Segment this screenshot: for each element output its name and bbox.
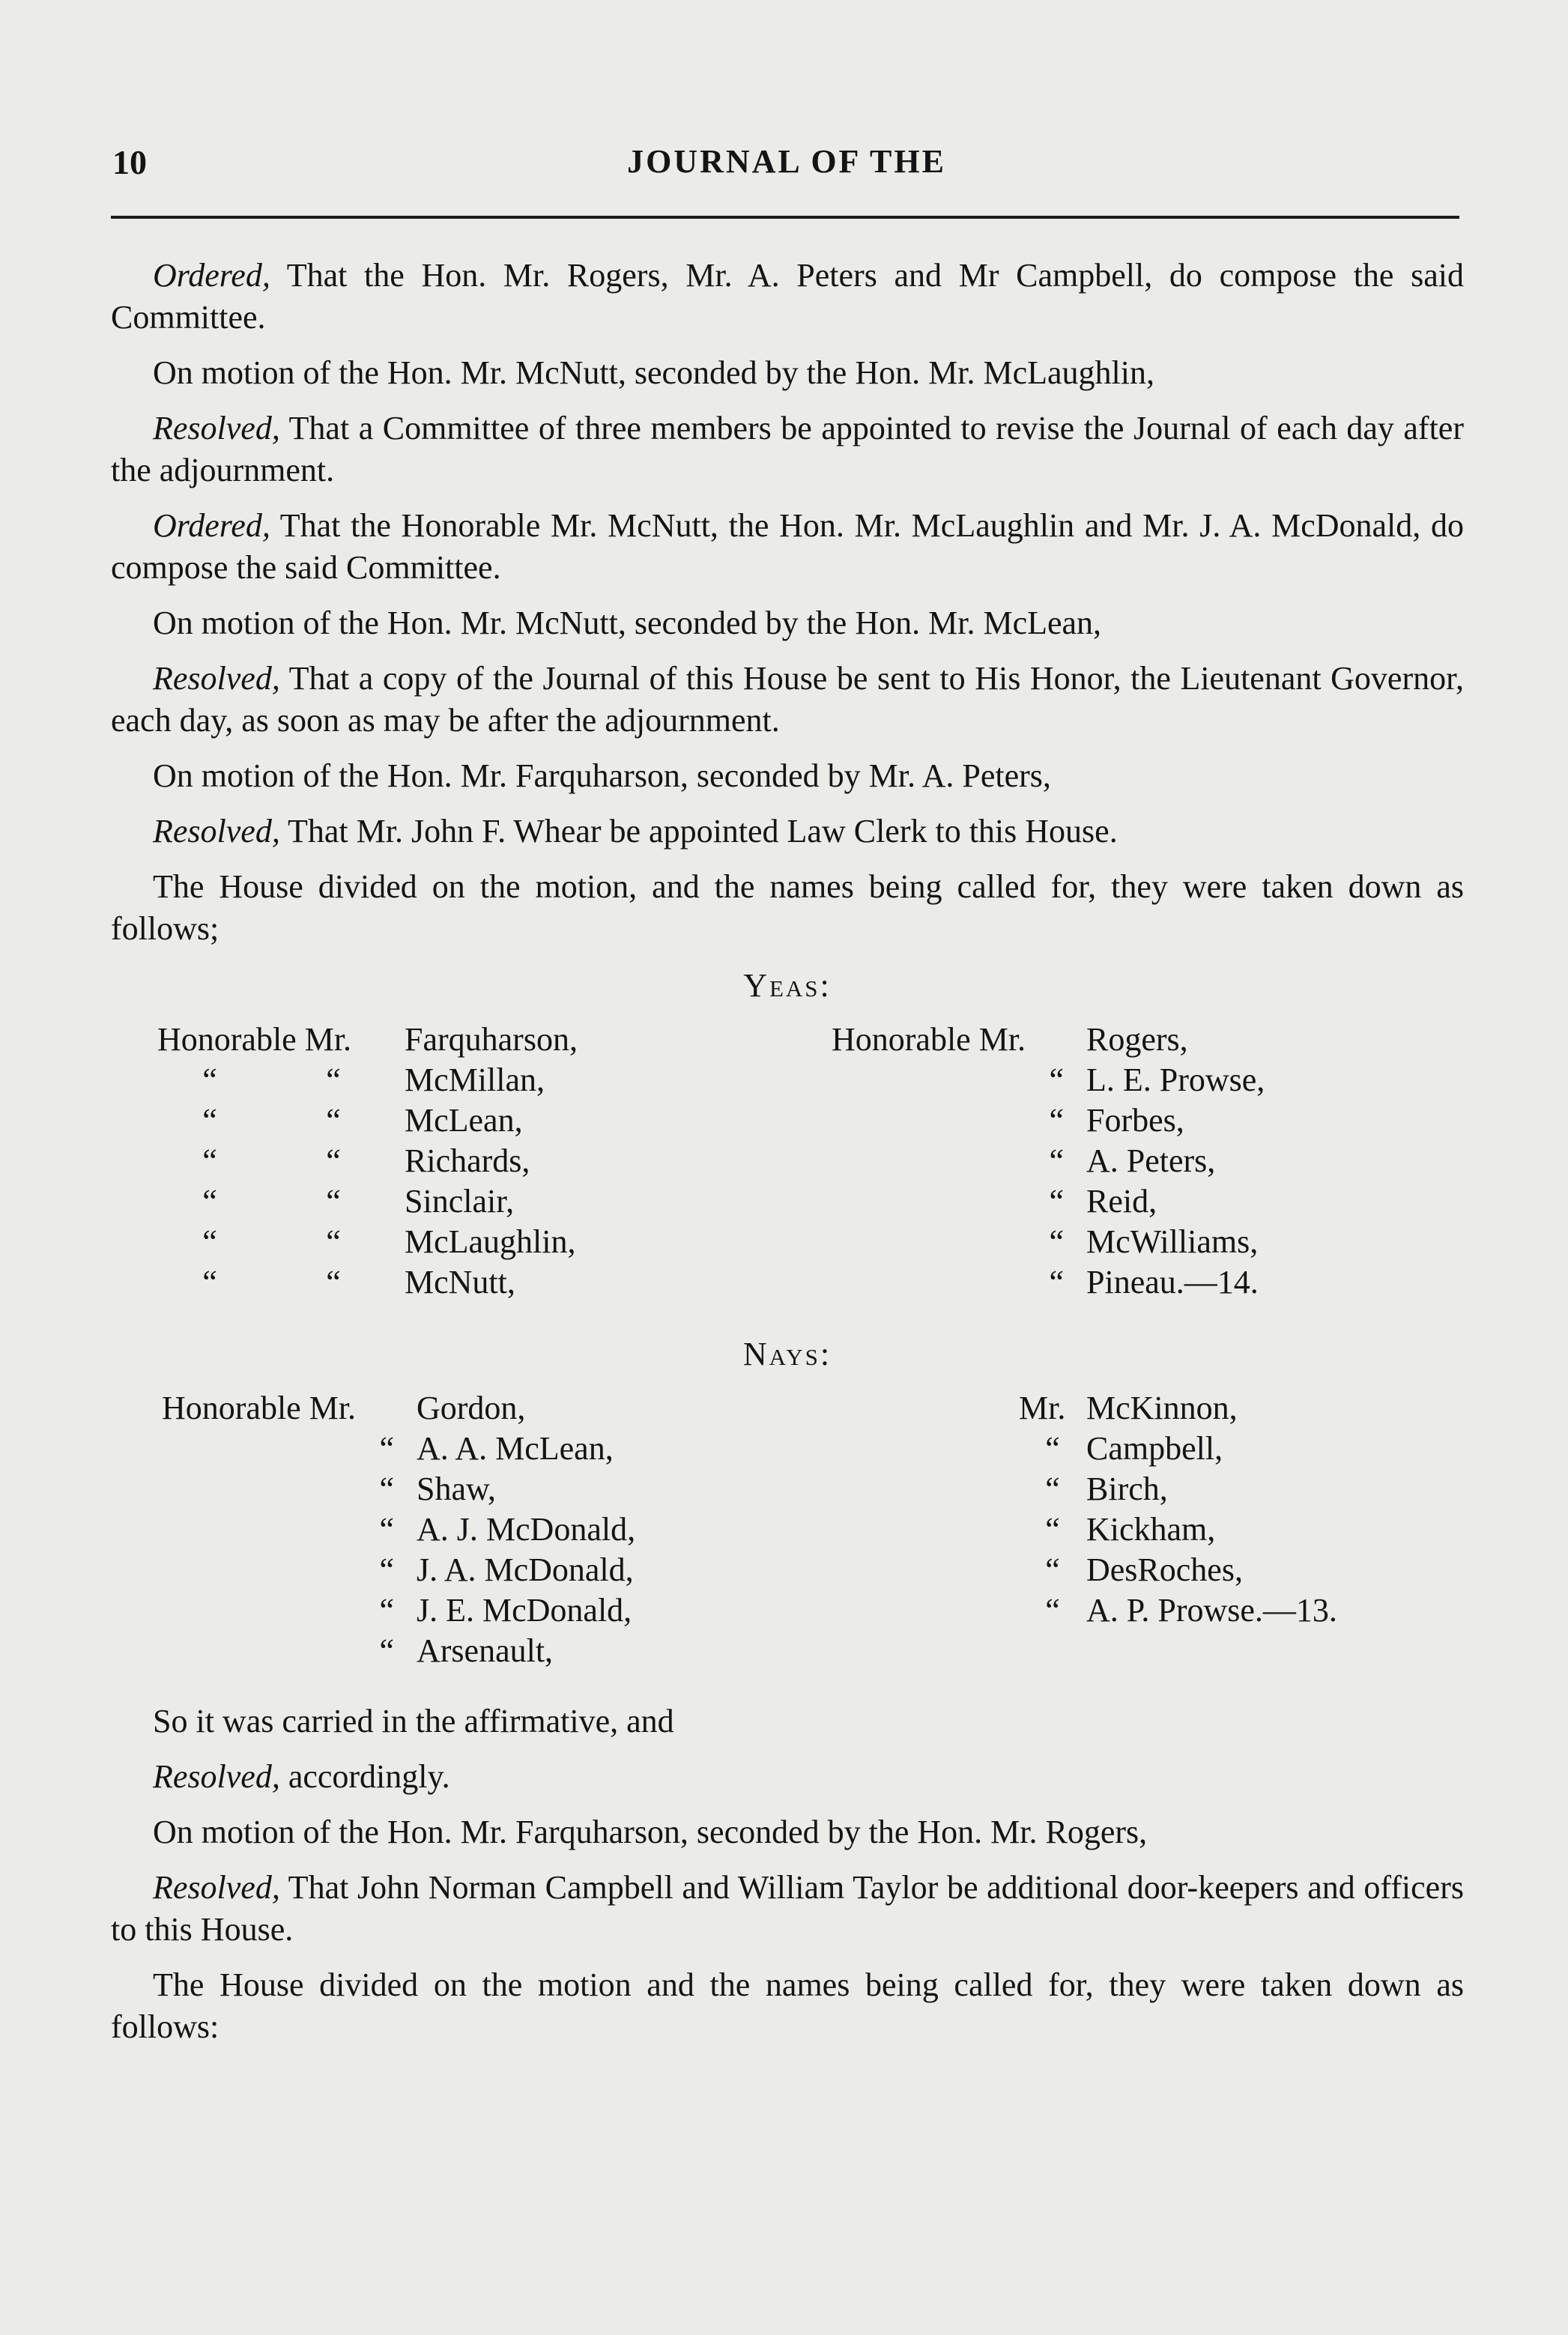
member-prefix: “ — [202, 1142, 217, 1179]
member-name: Forbes, — [1086, 1102, 1184, 1139]
member-row — [1019, 1468, 1337, 1509]
member-prefix: “ — [1045, 1471, 1060, 1507]
member-prefix: “ — [1045, 1430, 1060, 1467]
paragraph — [111, 1964, 1464, 2048]
member-row — [157, 1100, 578, 1140]
paragraph-text: That a copy of the Journal of this House be sent to His Honor, the Lieutenant Governor, each day, as soon as may be after the adjournment. — [111, 660, 1464, 739]
member-prefix: “ — [202, 1264, 217, 1300]
paragraph-lead: Resolved, — [153, 410, 280, 446]
member-prefix: “ — [379, 1551, 394, 1588]
member-row — [162, 1630, 635, 1671]
member-row — [162, 1509, 635, 1549]
paragraph-text: That John Norman Campbell and William Taylor be additional door-keepers and officers to this House. — [111, 1869, 1464, 1948]
member-prefix: “ — [1049, 1183, 1064, 1220]
paragraph-text: That the Hon. Mr. Rogers, Mr. A. Peters and Mr Campbell, do compose the said Committee. — [111, 257, 1464, 336]
member-name: Farquharson, — [405, 1021, 578, 1058]
member-row — [157, 1019, 578, 1059]
member-name: McLaughlin, — [405, 1223, 576, 1260]
member-row — [162, 1468, 635, 1509]
member-row — [162, 1590, 635, 1630]
member-name: McKinnon, — [1086, 1390, 1238, 1426]
header-rule — [111, 216, 1459, 219]
member-row — [157, 1140, 578, 1181]
yeas-right-column — [832, 1019, 1265, 1302]
member-name: A. Peters, — [1086, 1142, 1216, 1179]
member-name: A. P. Prowse.—13. — [1086, 1592, 1337, 1629]
member-row — [1019, 1387, 1337, 1428]
member-row — [1019, 1549, 1337, 1590]
member-prefix: “ — [202, 1102, 217, 1139]
paragraph-text: On motion of the Hon. Mr. McNutt, seconded by the Hon. Mr. McLaughlin, — [153, 354, 1154, 391]
member-name: McLean, — [405, 1102, 523, 1139]
member-name: Shaw, — [417, 1471, 496, 1507]
member-row — [832, 1140, 1265, 1181]
member-name: Pineau.—14. — [1086, 1264, 1259, 1300]
member-row — [162, 1549, 635, 1590]
member-name: Kickham, — [1086, 1511, 1216, 1548]
paragraph-text: The House divided on the motion and the names being called for, they were taken down as follows: — [111, 1966, 1464, 2045]
member-row — [1019, 1428, 1337, 1468]
paragraph — [111, 1867, 1464, 1951]
member-prefix: “ — [1045, 1511, 1060, 1548]
member-prefix: “ — [1049, 1223, 1064, 1260]
paragraph-lead: Ordered, — [153, 257, 270, 294]
paragraph-lead: Ordered, — [153, 507, 270, 544]
member-name: Gordon, — [417, 1390, 526, 1426]
ditto-mark: “ — [326, 1142, 341, 1179]
member-prefix: “ — [1049, 1102, 1064, 1139]
member-row — [162, 1387, 635, 1428]
paragraph-text: The House divided on the motion, and the names being called for, they were taken down as follows; — [111, 868, 1464, 947]
ditto-mark: “ — [326, 1183, 341, 1220]
paragraph-lead: Resolved, — [153, 1758, 280, 1795]
paragraph — [111, 866, 1464, 950]
member-name: Reid, — [1086, 1183, 1157, 1220]
paragraph-text: accordingly. — [279, 1758, 450, 1795]
member-prefix: “ — [1045, 1551, 1060, 1588]
yeas-left-column — [157, 1019, 578, 1302]
member-prefix: Mr. — [1019, 1390, 1066, 1426]
paragraph — [111, 1756, 1464, 1798]
member-name: A. J. McDonald, — [417, 1511, 636, 1548]
member-row — [157, 1262, 578, 1302]
member-row — [1019, 1590, 1337, 1630]
member-prefix: “ — [202, 1061, 217, 1098]
paragraph-lead: Resolved, — [153, 1869, 280, 1906]
member-name: J. E. McDonald, — [417, 1592, 632, 1629]
paragraph-text: On motion of the Hon. Mr. McNutt, seconded by the Hon. Mr. McLean, — [153, 605, 1102, 641]
paragraph-text: On motion of the Hon. Mr. Farquharson, seconded by the Hon. Mr. Rogers, — [153, 1814, 1148, 1850]
paragraph — [111, 1811, 1464, 1853]
member-prefix: Honorable Mr. — [162, 1390, 357, 1426]
paragraph — [111, 1700, 1464, 1742]
member-name: A. A. McLean, — [417, 1430, 614, 1467]
member-row — [157, 1221, 578, 1262]
paragraph — [111, 408, 1464, 491]
member-name: Arsenault, — [417, 1632, 554, 1669]
member-prefix: “ — [202, 1223, 217, 1260]
paragraph — [111, 505, 1464, 589]
paragraph-lead: Resolved, — [153, 660, 280, 697]
paragraph — [111, 811, 1464, 852]
paragraph-text: That Mr. John F. Whear be appointed Law Clerk to this House. — [279, 813, 1118, 849]
nays-heading: Nays: — [742, 1336, 832, 1372]
page-header — [112, 142, 1461, 187]
ditto-mark: “ — [326, 1102, 341, 1139]
member-row — [832, 1019, 1265, 1059]
ditto-mark: “ — [326, 1264, 341, 1300]
top-paragraphs — [111, 255, 1464, 950]
journal-body — [111, 255, 1464, 2062]
member-prefix: “ — [379, 1430, 394, 1467]
paragraph-text: So it was carried in the affirmative, and — [153, 1703, 674, 1739]
member-row — [162, 1428, 635, 1468]
member-prefix: “ — [202, 1183, 217, 1220]
paragraph-text: On motion of the Hon. Mr. Farquharson, seconded by Mr. A. Peters, — [153, 757, 1051, 794]
member-name: Sinclair, — [405, 1183, 515, 1220]
member-name: Rogers, — [1086, 1021, 1188, 1058]
member-row — [832, 1059, 1265, 1100]
member-prefix: Honorable Mr. — [832, 1021, 1026, 1058]
member-row — [832, 1262, 1265, 1302]
member-name: Birch, — [1086, 1471, 1168, 1507]
paragraph — [111, 755, 1464, 797]
member-prefix: “ — [1049, 1142, 1064, 1179]
nays-right-column — [1019, 1387, 1337, 1630]
paragraph-text: That the Honorable Mr. McNutt, the Hon. Mr. McLaughlin and Mr. J. A. McDonald, do compose the said Committee. — [111, 507, 1464, 586]
member-prefix: “ — [1049, 1264, 1064, 1300]
member-name: Campbell, — [1086, 1430, 1223, 1467]
member-prefix: “ — [379, 1632, 394, 1669]
member-prefix: “ — [379, 1592, 394, 1629]
member-row — [832, 1100, 1265, 1140]
member-name: McNutt, — [405, 1264, 515, 1300]
ditto-mark: “ — [326, 1223, 341, 1260]
yeas-list — [111, 1019, 1464, 1318]
member-row — [157, 1059, 578, 1100]
running-title: JOURNAL OF THE — [627, 143, 946, 180]
nays-left-column — [162, 1387, 635, 1671]
member-name: J. A. McDonald, — [417, 1551, 634, 1588]
ditto-mark: “ — [326, 1061, 341, 1098]
member-prefix: “ — [1045, 1592, 1060, 1629]
paragraph — [111, 602, 1464, 644]
page-number: 10 — [112, 143, 147, 181]
member-name: L. E. Prowse, — [1086, 1061, 1265, 1098]
member-row — [832, 1221, 1265, 1262]
bottom-paragraphs — [111, 1700, 1464, 2048]
member-prefix: “ — [1049, 1061, 1064, 1098]
nays-list — [111, 1387, 1464, 1687]
member-name: DesRoches, — [1086, 1551, 1243, 1588]
member-row — [157, 1181, 578, 1221]
member-row — [832, 1181, 1265, 1221]
member-row — [1019, 1509, 1337, 1549]
paragraph-lead: Resolved, — [153, 813, 280, 849]
member-prefix: “ — [379, 1511, 394, 1548]
member-name: McWilliams, — [1086, 1223, 1259, 1260]
member-prefix: “ — [379, 1471, 394, 1507]
paragraph — [111, 352, 1464, 394]
paragraph — [111, 255, 1464, 339]
member-name: Richards, — [405, 1142, 530, 1179]
paragraph-text: That a Committee of three members be appointed to revise the Journal of each day after the adjournment. — [111, 410, 1464, 488]
yeas-heading: Yeas: — [743, 967, 832, 1004]
member-name: McMillan, — [405, 1061, 545, 1098]
paragraph — [111, 658, 1464, 742]
member-prefix: Honorable Mr. — [157, 1021, 352, 1058]
